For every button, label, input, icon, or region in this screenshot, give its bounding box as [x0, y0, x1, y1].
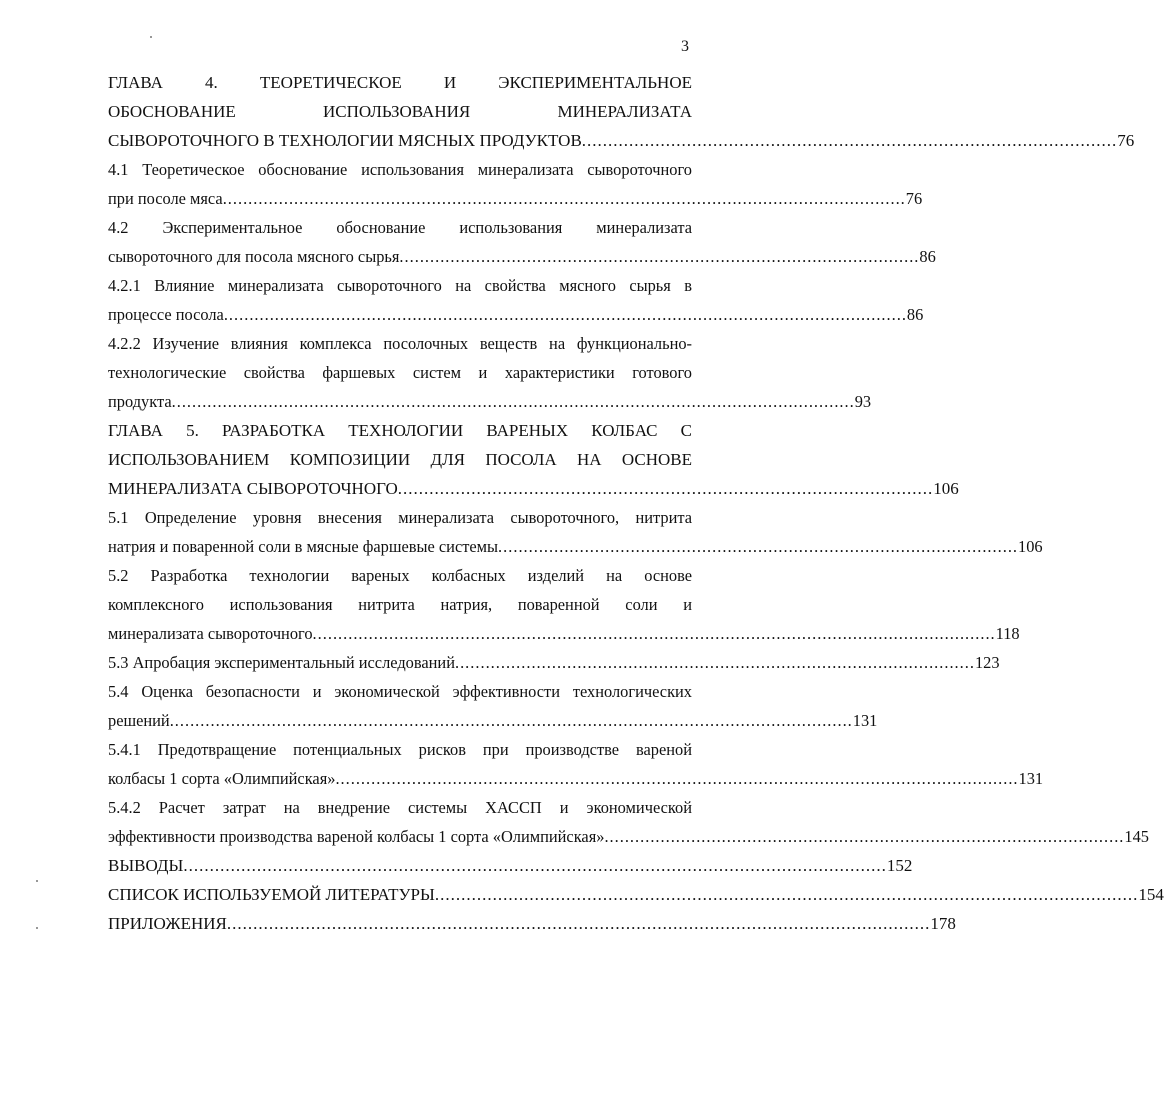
toc-page-number: 154 [1138, 885, 1164, 904]
toc-entry-title: МИНЕРАЛИЗАТА СЫВОРОТОЧНОГО [108, 479, 398, 498]
dot-leader: ...................................................................................................................................... [223, 305, 907, 324]
toc-page-number: 152 [886, 856, 913, 875]
toc-entry-title: при посоле мяса [108, 189, 223, 208]
toc-page-number: 118 [995, 624, 1020, 643]
toc-page-number: 131 [1018, 769, 1044, 788]
dot-leader: ...................................................................................................... [581, 131, 1118, 150]
dot-leader: ...................................................................................................................................... [222, 189, 906, 208]
dot-leader: ...................................................................................................... [454, 653, 975, 672]
toc-page-number: 76 [1117, 131, 1135, 150]
toc-line: 5.4.2 Расчет затрат на внедрение системы ХАССП и экономической [108, 798, 692, 817]
toc-entry-4-1 [108, 155, 923, 213]
toc-page-number: 106 [1018, 537, 1043, 556]
toc-line: 4.1 Теоретическое обоснование использования минерализата сывороточного [108, 160, 692, 179]
scan-speck [36, 927, 38, 929]
toc-entry-5-4-1 [108, 735, 1044, 793]
toc-line-last [108, 851, 913, 880]
page-number: 3 [681, 38, 689, 55]
toc-line-last [108, 532, 1043, 561]
toc-entry-conclusions [108, 851, 913, 880]
dot-leader: ...................................................................................................................................... [312, 624, 996, 643]
toc-entry-4-2-2 [108, 329, 872, 416]
toc-line-last [108, 706, 878, 735]
toc-entry-title: СПИСОК ИСПОЛЬЗУЕМОЙ ЛИТЕРАТУРЫ [108, 885, 435, 904]
toc-entry-4-2-1 [108, 271, 924, 329]
toc-entry-5-4 [108, 677, 878, 735]
toc-line: 5.1 Определение уровня внесения минерализата сывороточного, нитрита [108, 508, 692, 527]
toc-line-last [108, 242, 936, 271]
toc-line: 4.2.2 Изучение влияния комплекса посолочных веществ на функционально- [108, 334, 692, 353]
toc-entry-chapter-4 [108, 68, 1135, 155]
toc-line-last [108, 184, 923, 213]
toc-line: ГЛАВА 4. ТЕОРЕТИЧЕСКОЕ И ЭКСПЕРИМЕНТАЛЬНОЕ [108, 73, 692, 92]
toc-entry-chapter-5 [108, 416, 959, 503]
dot-leader: ...................................................................................................... [397, 479, 934, 498]
toc-line: 4.2.1 Влияние минерализата сывороточного на свойства мясного сырья в [108, 276, 692, 295]
scan-speck [150, 36, 152, 38]
toc-entry-title: сывороточного для посола мясного сырья [108, 247, 400, 266]
toc-page-number: 76 [905, 189, 923, 208]
toc-entry-title: ПРИЛОЖЕНИЯ [108, 914, 227, 933]
toc-entry-appendices [108, 909, 956, 938]
toc-entry-title: эффективности производства вареной колбасы 1 сорта «Олимпийская» [108, 827, 605, 846]
toc-page-number: 106 [933, 479, 959, 498]
toc-entry-title: минерализата сывороточного [108, 624, 313, 643]
toc-page-number: 178 [930, 914, 956, 933]
toc-line: 4.2 Экспериментальное обоснование использования минерализата [108, 218, 692, 237]
dot-leader: ...................................................................................................................................... [183, 856, 887, 875]
toc-page-number: 86 [906, 305, 924, 324]
toc-line-last [108, 126, 1135, 155]
toc-line-last [108, 300, 924, 329]
toc-line-last [108, 648, 1000, 677]
toc-entry-4-2 [108, 213, 936, 271]
toc-entry-title: 5.3 Апробация экспериментальный исследований [108, 653, 455, 672]
toc-line: ИСПОЛЬЗОВАНИЕМ КОМПОЗИЦИИ ДЛЯ ПОСОЛА НА ОСНОВЕ [108, 450, 692, 469]
toc-line: ГЛАВА 5. РАЗРАБОТКА ТЕХНОЛОГИИ ВАРЕНЫХ КОЛБАС С [108, 421, 692, 440]
toc-entry-5-2 [108, 561, 1020, 648]
toc-entry-title: колбасы 1 сорта «Олимпийская» [108, 769, 336, 788]
toc-line: ОБОСНОВАНИЕ ИСПОЛЬЗОВАНИЯ МИНЕРАЛИЗАТА [108, 102, 692, 121]
toc-line: технологические свойства фаршевых систем и характеристики готового [108, 363, 692, 382]
table-of-contents [108, 68, 1164, 938]
toc-line: 5.4.1 Предотвращение потенциальных рисков при производстве вареной [108, 740, 692, 759]
toc-page-number: 93 [854, 392, 872, 411]
toc-entry-title: продукта [108, 392, 172, 411]
toc-line: комплексного использования нитрита натрия, поваренной соли и [108, 595, 692, 614]
toc-line-last [108, 764, 1044, 793]
toc-entry-title: СЫВОРОТОЧНОГО В ТЕХНОЛОГИИ МЯСНЫХ ПРОДУКТОВ [108, 131, 582, 150]
toc-line-last [108, 822, 1149, 851]
dot-leader: ...................................................................................................... [498, 537, 1019, 556]
dot-leader: ...................................................................................................................................... [434, 885, 1139, 904]
toc-entry-title: ВЫВОДЫ [108, 856, 184, 875]
dot-leader: ...................................................................................................................................... [335, 769, 1019, 788]
dot-leader: ...................................................................................................... [604, 827, 1125, 846]
toc-entry-5-3 [108, 648, 1000, 677]
toc-line: 5.2 Разработка технологии вареных колбасных изделий на основе [108, 566, 692, 585]
toc-entry-references [108, 880, 1164, 909]
dot-leader: ...................................................................................................................................... [171, 392, 855, 411]
scan-speck [36, 880, 38, 882]
toc-line-last [108, 619, 1020, 648]
toc-page-number: 86 [919, 247, 936, 266]
toc-page-number: 145 [1124, 827, 1149, 846]
toc-entry-title: натрия и поваренной соли в мясные фаршевые системы [108, 537, 499, 556]
toc-page-number: 131 [852, 711, 878, 730]
toc-page-number: 123 [974, 653, 1000, 672]
dot-leader: ...................................................................................................... [399, 247, 920, 266]
toc-line-last [108, 909, 956, 938]
toc-line-last [108, 880, 1164, 909]
toc-entry-title: процессе посола [108, 305, 224, 324]
toc-entry-5-4-2 [108, 793, 1149, 851]
toc-entry-5-1 [108, 503, 1043, 561]
toc-line-last [108, 387, 872, 416]
dot-leader: ...................................................................................................................................... [169, 711, 853, 730]
toc-entry-title: решений [108, 711, 170, 730]
dot-leader: ...................................................................................................................................... [226, 914, 931, 933]
toc-line: 5.4 Оценка безопасности и экономической эффективности технологических [108, 682, 692, 701]
toc-line-last [108, 474, 959, 503]
